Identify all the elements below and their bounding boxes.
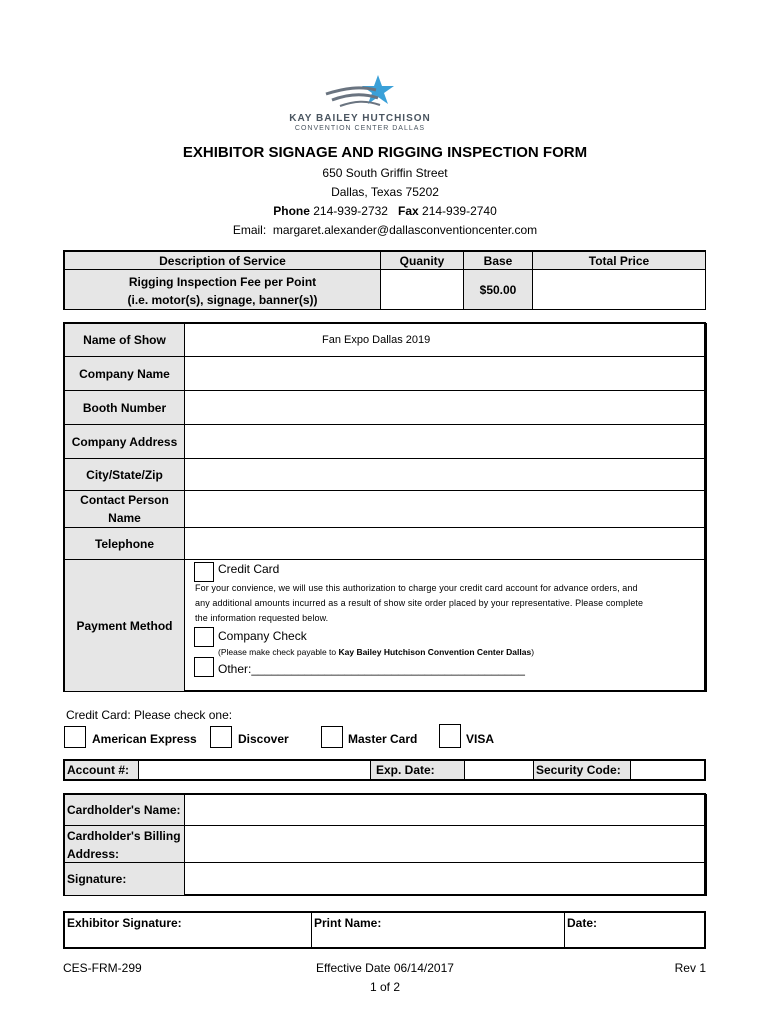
signature-field[interactable] [184, 862, 707, 896]
contact-person-field[interactable] [184, 490, 707, 528]
telephone-label: Telephone [64, 527, 185, 560]
header-description: Description of Service [64, 251, 381, 270]
star-logo-icon [320, 72, 400, 112]
billing-address-line2: Address: [67, 847, 120, 861]
logo-line1: KAY BAILEY HUTCHISON [289, 113, 431, 124]
date-label: Date: [567, 916, 598, 930]
form-code: CES-FRM-299 [63, 961, 142, 975]
effective-date: Effective Date 06/14/2017 [316, 961, 454, 975]
company-name-label: Company Name [64, 356, 185, 391]
page-number: 1 of 2 [369, 980, 401, 994]
name-of-show-label: Name of Show [64, 323, 185, 357]
fee-description-line2: (i.e. motor(s), signage, banner(s)) [127, 293, 318, 307]
account-row [63, 759, 706, 781]
company-check-option-label: Company Check [218, 629, 307, 643]
city-state-zip-label: City/State/Zip [64, 458, 185, 491]
check-payable-note [218, 647, 534, 657]
check-note-suffix: ) [531, 647, 535, 657]
phone-number: 214-939-2732 [313, 204, 388, 218]
visa-checkbox[interactable] [439, 724, 461, 748]
company-address-label: Company Address [64, 424, 185, 459]
contact-person-label [64, 490, 185, 528]
name-of-show-value: Fan Expo Dallas 2019 [322, 334, 431, 346]
amex-checkbox[interactable] [64, 726, 86, 748]
telephone-field[interactable] [184, 527, 707, 560]
fee-description [64, 269, 381, 310]
cardholder-name-label: Cardholder's Name: [64, 794, 185, 826]
header-base: Base [463, 251, 533, 270]
billing-address-line1: Cardholder's Billing [67, 829, 181, 843]
address-line1: 650 South Griffin Street [322, 166, 448, 180]
check-note-prefix: (Please make check payable to [218, 647, 339, 657]
credit-card-option-label: Credit Card [218, 562, 280, 576]
quantity-field[interactable] [380, 269, 464, 310]
account-label: Account #: [64, 760, 139, 780]
other-checkbox[interactable] [194, 657, 214, 677]
fee-table [63, 250, 706, 310]
security-code-label: Security Code: [533, 760, 631, 780]
contact-person-line2: Name [108, 511, 141, 525]
visa-label: VISA [466, 732, 495, 746]
exhibitor-signature-row [63, 911, 706, 949]
cardholder-name-field[interactable] [184, 794, 707, 826]
authorization-line3: the information requested below. [195, 613, 329, 623]
page-title: EXHIBITOR SIGNAGE AND RIGGING INSPECTION FORM [182, 144, 588, 161]
exhibitor-info-table [63, 322, 706, 692]
discover-label: Discover [238, 732, 289, 746]
account-number-field[interactable] [138, 760, 371, 780]
fax-label: Fax [398, 204, 419, 218]
exp-date-field[interactable] [464, 760, 534, 780]
billing-address-label [64, 825, 185, 863]
print-name-field[interactable] [311, 912, 565, 948]
header-total-price: Total Price [532, 251, 706, 270]
booth-number-field[interactable] [184, 390, 707, 425]
card-type-prompt: Credit Card: Please check one: [66, 708, 233, 722]
security-code-field[interactable] [630, 760, 706, 780]
amex-label: American Express [92, 732, 197, 746]
discover-checkbox[interactable] [210, 726, 232, 748]
authorization-line1: For your convience, we will use this authorization to charge your credit card account for advance orders, and [195, 583, 638, 593]
revision: Rev 1 [674, 961, 706, 975]
phone-label: Phone [273, 204, 310, 218]
fax-number: 214-939-2740 [422, 204, 497, 218]
base-price: $50.00 [463, 269, 533, 310]
mastercard-checkbox[interactable] [321, 726, 343, 748]
email-label: Email: [232, 223, 267, 237]
name-of-show-field[interactable] [184, 323, 707, 357]
authorization-text [195, 581, 705, 626]
exhibitor-signature-label: Exhibitor Signature: [67, 916, 182, 930]
signature-label: Signature: [64, 862, 185, 896]
exp-date-label: Exp. Date: [370, 760, 465, 780]
fee-description-line1: Rigging Inspection Fee per Point [128, 275, 317, 289]
city-state-zip-field[interactable] [184, 458, 707, 491]
authorization-line2: any additional amounts incurred as a result of show site order placed by your representative. Please complete [195, 598, 644, 608]
billing-address-field[interactable] [184, 825, 707, 863]
payment-method-area [184, 559, 707, 692]
credit-card-checkbox[interactable] [194, 562, 214, 582]
mastercard-label: Master Card [348, 732, 418, 746]
booth-number-label: Booth Number [64, 390, 185, 425]
logo [270, 72, 450, 134]
exhibitor-signature-field[interactable] [64, 912, 312, 948]
header-quantity: Quanity [380, 251, 464, 270]
company-address-field[interactable] [184, 424, 707, 459]
print-name-label: Print Name: [314, 916, 382, 930]
email-address: margaret.alexander@dallasconventioncenter.com [272, 223, 538, 237]
check-note-payee: Kay Bailey Hutchison Convention Center Dallas [338, 647, 532, 657]
total-price-field[interactable] [532, 269, 706, 310]
contact-person-line1: Contact Person [80, 493, 169, 507]
email-line [0, 223, 770, 237]
other-option-label: Other:_________________________________________ [218, 662, 525, 676]
company-check-checkbox[interactable] [194, 627, 214, 647]
phone-fax-line [0, 204, 770, 218]
logo-line2: CONVENTION CENTER DALLAS [294, 125, 426, 132]
cardholder-table [63, 793, 706, 896]
company-name-field[interactable] [184, 356, 707, 391]
payment-method-label: Payment Method [64, 559, 185, 692]
date-field[interactable] [564, 912, 706, 948]
address-line2: Dallas, Texas 75202 [331, 185, 439, 199]
